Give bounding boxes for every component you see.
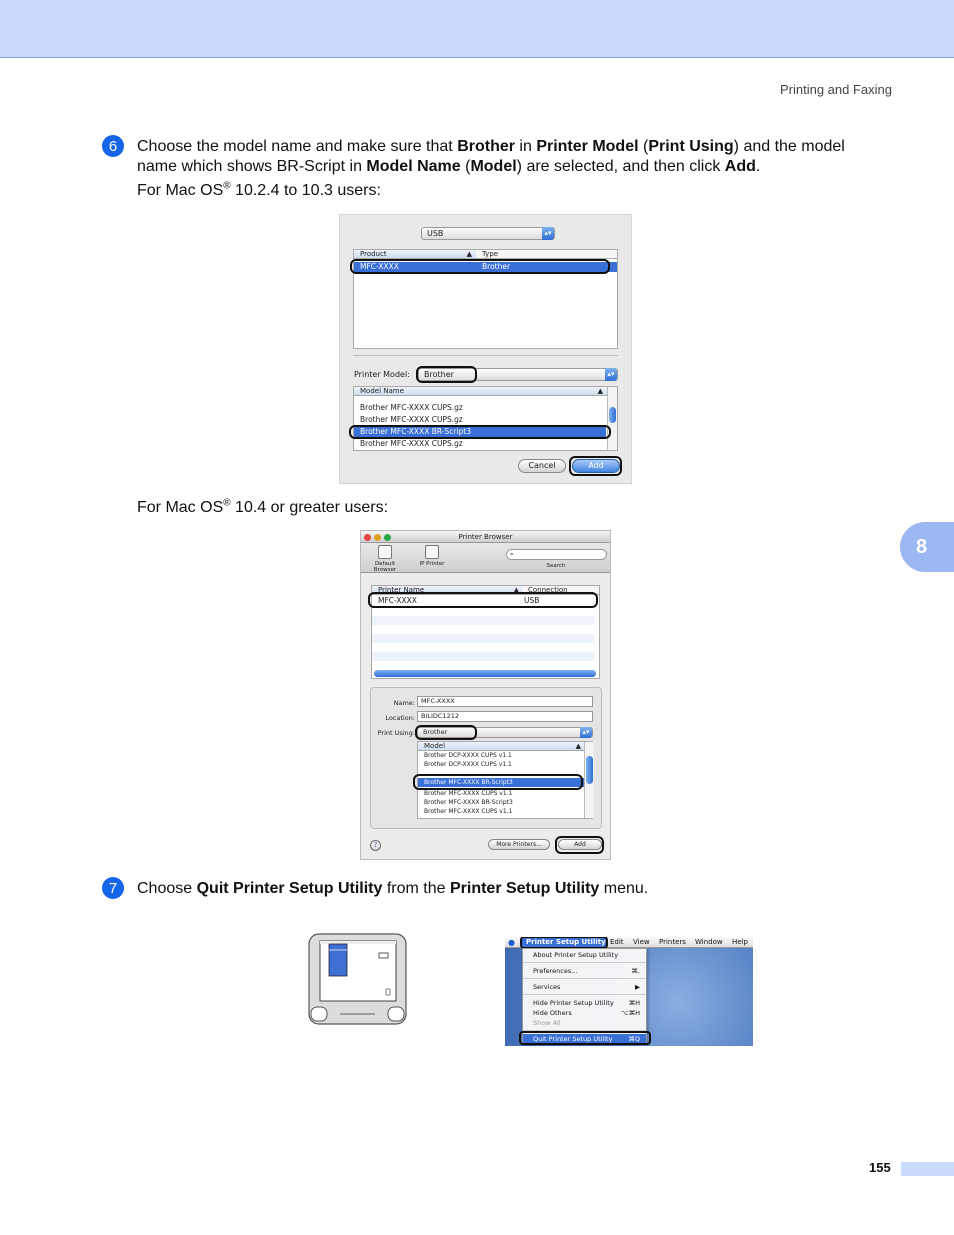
menu-edit[interactable]: Edit	[610, 938, 624, 946]
section-title: Printing and Faxing	[779, 82, 892, 97]
callout-add-button	[569, 456, 622, 476]
model-row-selected[interactable]: Brother MFC-XXXX BR-Script3	[418, 778, 584, 787]
type-column-header[interactable]: Type	[476, 250, 617, 259]
subheading-mac-10-2-4: For Mac OS® 10.2.4 to 10.3 users:	[137, 180, 381, 199]
step-6-badge: 6	[102, 135, 124, 157]
ip-printer-icon	[425, 545, 439, 559]
model-row[interactable]: Brother DCP-XXXX CUPS v1.1	[424, 761, 512, 768]
scroll-thumb[interactable]	[609, 407, 616, 423]
menu-item-hide-others[interactable]: Hide Others ⌥⌘H	[533, 1009, 640, 1017]
list-stripe	[372, 616, 594, 625]
search-label: Search	[546, 563, 566, 569]
printer-name-column-header[interactable]: Printer Name ▲	[372, 586, 522, 595]
popup-arrows-icon: ▴▾	[580, 727, 592, 738]
model-row[interactable]: Brother MFC-XXXX BR-Script3	[424, 799, 513, 806]
name-field[interactable]: MFC-XXXX	[417, 696, 593, 707]
model-name-list[interactable]	[353, 386, 618, 451]
printer-model-popup[interactable]: Brother ▴▾	[418, 368, 618, 381]
close-window-icon[interactable]	[364, 534, 371, 541]
chapter-tab	[900, 522, 954, 572]
menu-separator	[523, 978, 646, 979]
model-name-column-header[interactable]: Model Name ▲	[354, 387, 607, 396]
horizontal-scrollbar[interactable]	[374, 670, 596, 677]
app-menu-dropdown	[522, 948, 647, 1044]
step-7-text: Choose Quit Printer Setup Utility from the Printer Setup Utility menu.	[137, 880, 649, 897]
model-row[interactable]: Brother MFC-XXXX CUPS v1.1	[424, 790, 513, 797]
menu-window[interactable]: Window	[695, 938, 723, 946]
page-number: 155	[869, 1160, 891, 1175]
printer-model-label: Printer Model:	[354, 370, 410, 379]
menu-printers[interactable]: Printers	[659, 938, 686, 946]
product-column-header[interactable]: Product ▲	[354, 250, 476, 259]
menu-item-preferences[interactable]: Preferences... ⌘,	[533, 967, 640, 975]
print-using-label: Print Using:	[377, 729, 415, 737]
step-6-text	[137, 137, 845, 177]
default-browser-icon	[378, 545, 392, 559]
menu-view[interactable]: View	[633, 938, 650, 946]
step-7-badge: 7	[102, 877, 124, 899]
default-browser-tool[interactable]: Default Browser	[363, 545, 407, 573]
product-row-selected[interactable]: MFC-XXXX Brother	[354, 262, 617, 272]
connection-column-header[interactable]: Connection	[522, 586, 599, 595]
callout-quit-item	[519, 1031, 651, 1045]
menu-help[interactable]: Help	[732, 938, 748, 946]
sort-arrow-icon: ▲	[575, 742, 581, 750]
model-row-selected[interactable]: Brother MFC-XXXX BR-Script3	[354, 427, 606, 437]
header-band	[0, 0, 954, 58]
chapter-number: 8	[916, 535, 928, 558]
callout-add-button	[555, 836, 604, 854]
name-label: Name:	[393, 699, 415, 707]
menu-item-hide-app[interactable]: Hide Printer Setup Utility ⌘H	[533, 999, 640, 1007]
menu-printer-setup-utility[interactable]: Printer Setup Utility	[522, 937, 606, 948]
browser-toolbar	[361, 543, 610, 573]
model-list-scrollbar[interactable]	[584, 742, 594, 818]
model-row[interactable]: Brother MFC-XXXX CUPS.gz	[360, 403, 463, 412]
subheading-mac-10-4: For Mac OS® 10.4 or greater users:	[137, 497, 389, 516]
printer-browser-window-10-4	[360, 530, 611, 860]
step-6-line-1: Choose the model name and make sure that Brother in Printer Model (Print Using) and the model	[137, 138, 845, 155]
imac-screen-illustration	[308, 933, 407, 1025]
menu-separator	[523, 962, 646, 963]
sort-arrow-icon: ▲	[466, 250, 472, 258]
page-number-bar	[901, 1162, 954, 1176]
model-row[interactable]: Brother DCP-XXXX CUPS v1.1	[424, 752, 512, 759]
divider	[353, 355, 618, 356]
callout-print-using	[415, 725, 477, 740]
search-field[interactable]	[506, 549, 607, 560]
printer-list-dialog-10-3	[339, 214, 632, 484]
cancel-button[interactable]: Cancel	[518, 459, 566, 473]
print-using-popup[interactable]: Brother ▴▾	[417, 727, 593, 738]
zoom-window-icon[interactable]	[384, 534, 391, 541]
callout-printer-row	[368, 592, 598, 608]
minimize-window-icon[interactable]	[374, 534, 381, 541]
search-icon: ⌕	[510, 550, 514, 558]
model-row[interactable]: Brother MFC-XXXX CUPS.gz	[360, 439, 463, 448]
location-field[interactable]: BILIDC1212	[417, 711, 593, 722]
more-printers-button[interactable]: More Printers...	[488, 839, 550, 850]
callout-br-script-model	[413, 774, 583, 790]
callout-br-script-row	[349, 425, 611, 439]
popup-arrows-icon: ▴▾	[542, 227, 554, 240]
menu-item-quit[interactable]: Quit Printer Setup Utility ⌘Q	[523, 1034, 646, 1044]
sort-arrow-icon: ▲	[513, 586, 519, 594]
sort-arrow-icon: ▲	[597, 387, 603, 395]
model-list-scrollbar[interactable]	[607, 387, 617, 450]
ip-printer-tool[interactable]: IP Printer	[417, 545, 447, 567]
menu-item-services[interactable]: Services ▶	[533, 983, 640, 991]
location-label: Location:	[385, 714, 415, 722]
model-row[interactable]: Brother MFC-XXXX CUPS v1.1	[424, 808, 513, 815]
model-row[interactable]: Brother MFC-XXXX CUPS.gz	[360, 415, 463, 424]
callout-printer-model	[416, 366, 477, 383]
apple-menu-icon[interactable]: ●	[508, 938, 515, 947]
list-stripe	[372, 634, 594, 643]
printer-row-selected[interactable]: MFC-XXXX USB	[378, 596, 540, 605]
list-stripe	[372, 652, 594, 661]
model-column-header[interactable]: Model ▲	[418, 742, 584, 751]
scroll-thumb[interactable]	[586, 756, 593, 784]
menu-item-show-all[interactable]: Show All	[533, 1019, 561, 1027]
step-6-line-2: name which shows BR-Script in Model Name (Model) are selected, and then click Add.	[137, 158, 761, 175]
popup-arrows-icon: ▴▾	[605, 368, 617, 381]
callout-product-row	[350, 259, 610, 274]
menu-item-about[interactable]: About Printer Setup Utility	[533, 951, 619, 959]
connection-popup[interactable]: USB ▴▾	[421, 227, 555, 240]
add-button[interactable]: Add	[572, 459, 620, 473]
window-titlebar: Printer Browser	[361, 531, 610, 543]
help-button[interactable]: ?	[370, 840, 381, 851]
printer-setup-utility-menu-screenshot	[505, 937, 753, 1046]
add-button[interactable]: Add	[558, 839, 602, 850]
menu-separator	[523, 994, 646, 995]
